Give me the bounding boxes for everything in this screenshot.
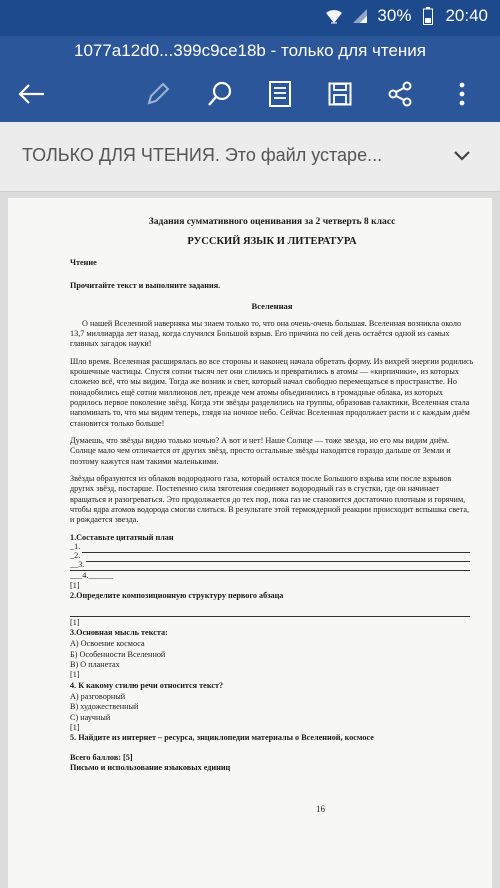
plan-line-3: __3. [70,562,470,571]
doc-heading: Задания суммативного оценивания за 2 четверть 8 класс [148,216,396,227]
page-number: 16 [316,804,325,814]
battery-percent: 30% [377,6,412,25]
question-1: 1.Составьте цитатный план [70,532,174,542]
signal-icon [351,6,369,26]
score-2: [1] [70,617,80,627]
q4-option-c: С) научный [70,712,111,722]
wifi-icon [325,6,343,26]
q3-option-a: А) Освоение космоса [70,639,145,649]
read-only-message: ТОЛЬКО ДЛЯ ЧТЕНИЯ. Это файл устаре... [22,145,383,165]
question-3: 3.Основная мысль текста: [70,628,168,637]
reading-view-icon [268,81,292,107]
question-5: 5. Найдите из интернет – ресурса, энциклопедии материалы о Вселенной, космосе [70,733,374,743]
plan-line-2: _2. [70,553,470,562]
app-toolbar [0,66,500,122]
q3-option-c: В) О планетах [70,659,120,669]
back-arrow-icon [18,83,46,105]
save-icon [328,82,352,106]
question-4: 4. К какому стилю речи относится текст? [70,680,224,690]
document-page [8,198,492,888]
battery-icon [419,6,437,26]
section-writing: Письмо и использование языковых единиц [70,762,231,772]
search-button[interactable] [202,76,238,112]
plan-line-1: _1. [70,544,470,553]
plan-line-4: ___4.______ [70,571,113,581]
document-content [70,216,474,773]
document-viewport[interactable] [0,192,500,888]
document-title: 1077a12d0...399c9ce18b - только для чтения [0,36,500,66]
edit-button[interactable] [140,76,176,112]
back-button[interactable] [14,76,50,112]
text-title: Вселенная [251,300,293,311]
share-icon [387,81,413,107]
share-button[interactable] [382,76,418,112]
instruction: Прочитайте текст и выполните задания. [70,280,221,290]
paragraph-2: Шло время. Вселенная расширялась во все стороны и наконец начала обретать форму. Из вихрей энергии родились крошечные частицы. Спустя сотни тысяч лет они слились и превратились в атомы — «кирпичики», из которых сложено всё, что мы видим. Тогда же возник и свет, который начал свободно перемещаться в пространстве. Но понадобились ещё сотни миллионов лет, прежде чем атомы объединились в громадные облака, из которых родилось первое поколение звёзд. Когда эти звёзды разделились на группы, образовав галактики, Вселенная стала напоминать то, что мы видим теперь, глядя на ночное небо. Сейчас Вселенная продолжает расти и с каждым днём становится только больше! [70,356,474,428]
chevron-down-icon[interactable] [452,146,472,166]
clock: 20:40 [445,6,488,25]
read-only-banner[interactable] [0,122,500,192]
pencil-icon [145,81,171,107]
section-reading: Чтение [70,258,97,268]
more-options-button[interactable] [444,76,480,112]
paragraph-4: Звёзды образуются из облаков водородного газа, который остался после Большого взрыва или после взрывов других звёзд, постарше. Постепенно сила тяготения соединяет водородный газ в сгустки, где он начинает вращаться и разогреваться. Это продолжается до тех пор, пока газ не становится достаточно плотным и горячим, чтобы ядра атомов водорода смогли слиться. В результате этой термоядерной реакции происходит вспышка света, и рождается звезда. [70,474,470,525]
q4-option-a: А) разговорный [70,691,126,701]
q3-option-b: Б) Особенности Вселенной [70,649,166,659]
answer-line-2 [70,608,470,617]
total-score: Всего баллов: [5] [70,752,133,762]
score-4: [1] [70,722,80,732]
doc-subject: РУССКИЙ ЯЗЫК И ЛИТЕРАТУРА [187,236,357,248]
q4-option-b: В) художественный [70,702,139,712]
score-1: [1] [70,581,80,591]
more-vertical-icon [458,82,466,106]
search-icon [207,81,233,107]
status-bar [0,0,500,36]
score-3: [1] [70,670,80,680]
paragraph-1: О нашей Вселенной наверняка мы знаем только то, что она очень-очень большая. Вселенная возникла около 13,7 миллиарда лет назад, когда случился Большой взрыв. Его причина по сей день остаётся одной из самых главных загадок науки! [70,318,462,349]
paragraph-3: Думаешь, что звёзды видно только ночью? А вот и нет! Наше Солнце — тоже звезда, но его мы видим днём. Солнце мало чем отличается от других звёзд, просто остальные звёзды находятся гораздо дальше от Земли и поэтому кажутся нам такими маленькими. [70,436,451,466]
reading-view-button[interactable] [262,76,298,112]
question-2: 2.Определите композиционную структуру первого абзаца [70,591,284,601]
save-button[interactable] [322,76,358,112]
